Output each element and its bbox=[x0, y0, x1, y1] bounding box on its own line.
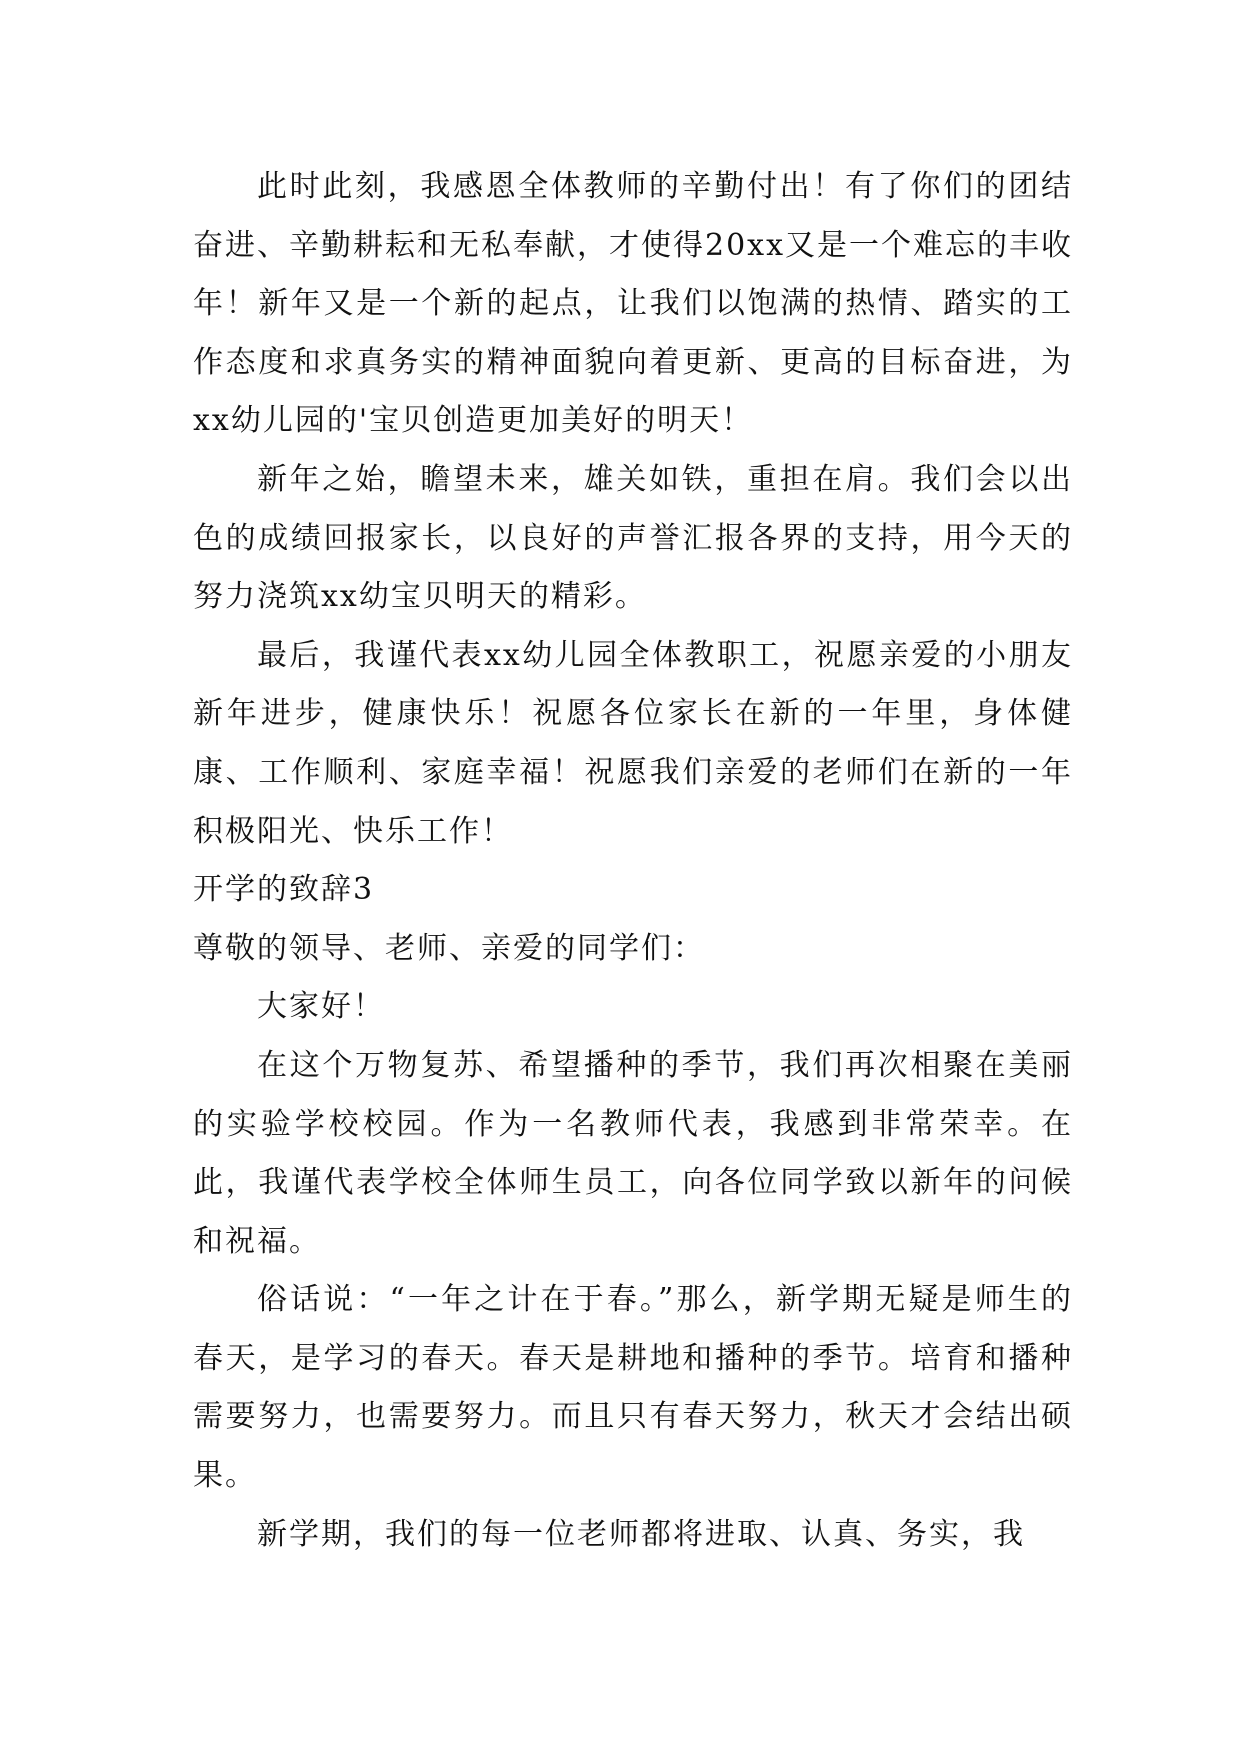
paragraph-opening: 在这个万物复苏、希望播种的季节，我们再次相聚在美丽的实验学校校园。作为一名教师代表，我感到非常荣幸。在此，我谨代表学校全体师生员工，向各位同学致以新年的问候和祝福。 bbox=[193, 1047, 1073, 1259]
paragraph-gratitude: 此时此刻，我感恩全体教师的辛勤付出！有了你们的团结奋进、辛勤耕耘和无私奉献，才使得20xx又是一个难忘的丰收年！新年又是一个新的起点，让我们以饱满的热情、踏实的工作态度和求真务实的精神面貌向着更新、更高的目标奋进，为xx幼儿园的'宝贝创造更加美好的明天！ bbox=[193, 169, 1074, 439]
paragraph-new-year-outlook: 新年之始，瞻望未来，雄关如铁，重担在肩。我们会以出色的成绩回报家长，以良好的声誉汇报各界的支持，用今天的努力浇筑xx幼宝贝明天的精彩。 bbox=[193, 461, 1073, 615]
paragraph-spring-saying: 俗话说：“一年之计在于春。”那么，新学期无疑是师生的春天，是学习的春天。春天是耕地和播种的季节。培育和播种需要努力，也需要努力。而且只有春天努力，秋天才会结出硕果。 bbox=[193, 1282, 1073, 1494]
paragraph-new-term: 新学期，我们的每一位老师都将进取、认真、务实，我 bbox=[257, 1516, 1025, 1552]
greeting: 大家好！ bbox=[257, 989, 385, 1025]
salutation: 尊敬的领导、老师、亲爱的同学们： bbox=[193, 930, 705, 966]
document-body bbox=[193, 158, 1073, 1564]
paragraph-closing-wishes: 最后，我谨代表xx幼儿园全体教职工，祝愿亲爱的小朋友新年进步，健康快乐！祝愿各位家长在新的一年里，身体健康、工作顺利、家庭幸福！祝愿我们亲爱的老师们在新的一年积极阳光、快乐工作！ bbox=[193, 637, 1073, 849]
section-heading: 开学的致辞3 bbox=[193, 872, 375, 908]
